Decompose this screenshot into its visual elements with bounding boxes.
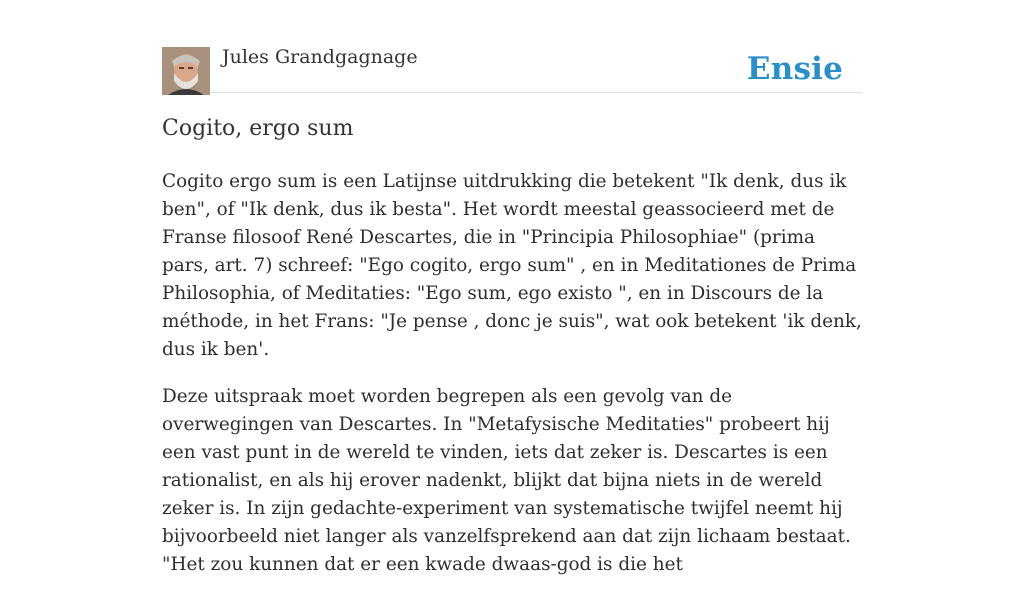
author-name[interactable]: Jules Grandgagnage [222, 46, 418, 68]
article-body [162, 168, 862, 598]
author-avatar[interactable] [162, 47, 210, 95]
article-paragraph-1: Cogito ergo sum is een Latijnse uitdrukking die betekent "Ik denk, dus ik ben", of "Ik denk, dus ik besta". Het wordt meestal geassocieerd met de Franse filosoof René Descartes, die in "Principia Philosophiae" (prima pars, art. 7) schreef: "Ego cogito, ergo sum" , en in Meditationes de Prima Philosophia, of Meditaties: "Ego sum, ego existo ", en in Discours de la méthode, in het Frans: "Je pense , donc je suis", wat ook betekent 'ik denk, dus ik ben'. [162, 171, 862, 360]
article-header [162, 0, 862, 93]
brand-logo-link[interactable]: Ensie [746, 51, 843, 87]
article-title: Cogito, ergo sum [162, 116, 354, 141]
avatar-portrait-icon [162, 47, 210, 95]
page-container [162, 0, 862, 575]
article-paragraph-2: Deze uitspraak moet worden begrepen als een gevolg van de overwegingen van Descartes. In "Metafysische Meditaties" probeert hij een vast punt in de wereld te vinden, iets dat zeker is. Descartes is een rationalist, en als hij erover nadenkt, blijkt dat bijna niets in de wereld zeker is. In zijn gedachte-experiment van systematische twijfel neemt hij bijvoorbeeld niet langer als vanzelfsprekend aan dat zijn lichaam bestaat. "Het zou kunnen dat er een kwade dwaas-god is die het [162, 386, 851, 575]
